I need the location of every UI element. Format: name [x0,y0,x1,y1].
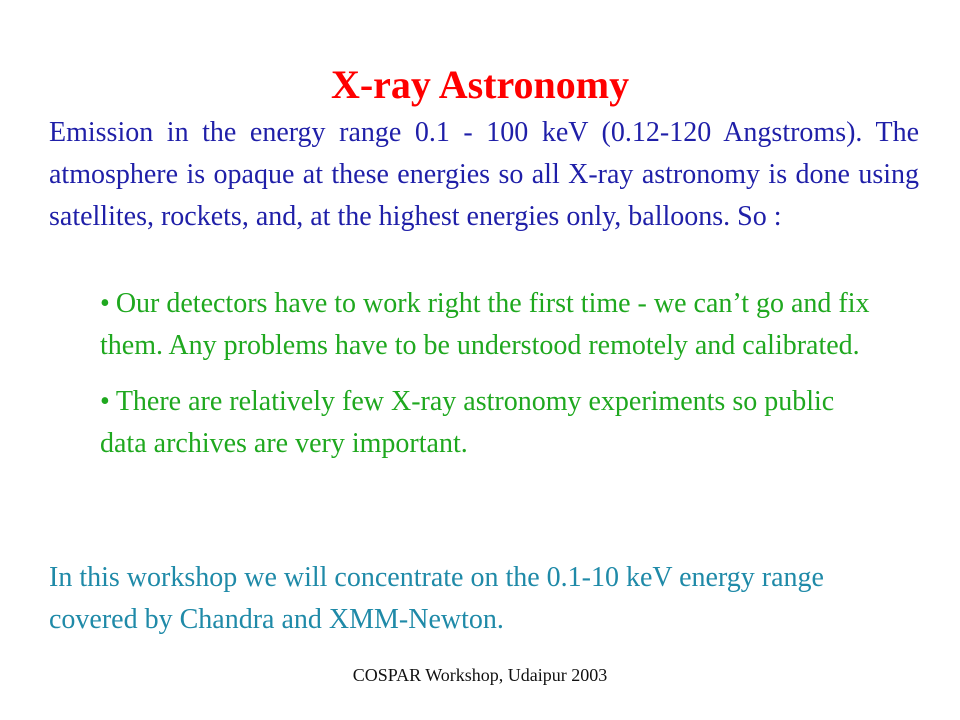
slide-footer: COSPAR Workshop, Udaipur 2003 [352,665,608,685]
bullet-text: Our detectors have to work right the first time - we can’t go and fix them. Any problems have to be understood remotely and calibrated. [100,288,870,361]
bullet-text: There are relatively few X-ray astronomy experiments so public data archives are very important. [100,386,835,459]
bullet-item-detectors [100,283,880,367]
intro-paragraph: Emission in the energy range 0.1 - 100 keV (0.12-120 Angstroms). The atmosphere is opaque at these energies so all X-ray astronomy is done using satellites, rockets, and, at the highest energies only, balloons. So : [49,117,919,232]
closing-paragraph: In this workshop we will concentrate on the 0.1-10 keV energy range covered by Chandra and XMM-Newton. [49,562,824,635]
slide-title: X-ray Astronomy [330,61,630,107]
bullet-item-archives [100,381,880,465]
bullet-marker: • [100,386,110,417]
bullet-marker: • [100,288,110,319]
bullet-list [100,283,880,465]
